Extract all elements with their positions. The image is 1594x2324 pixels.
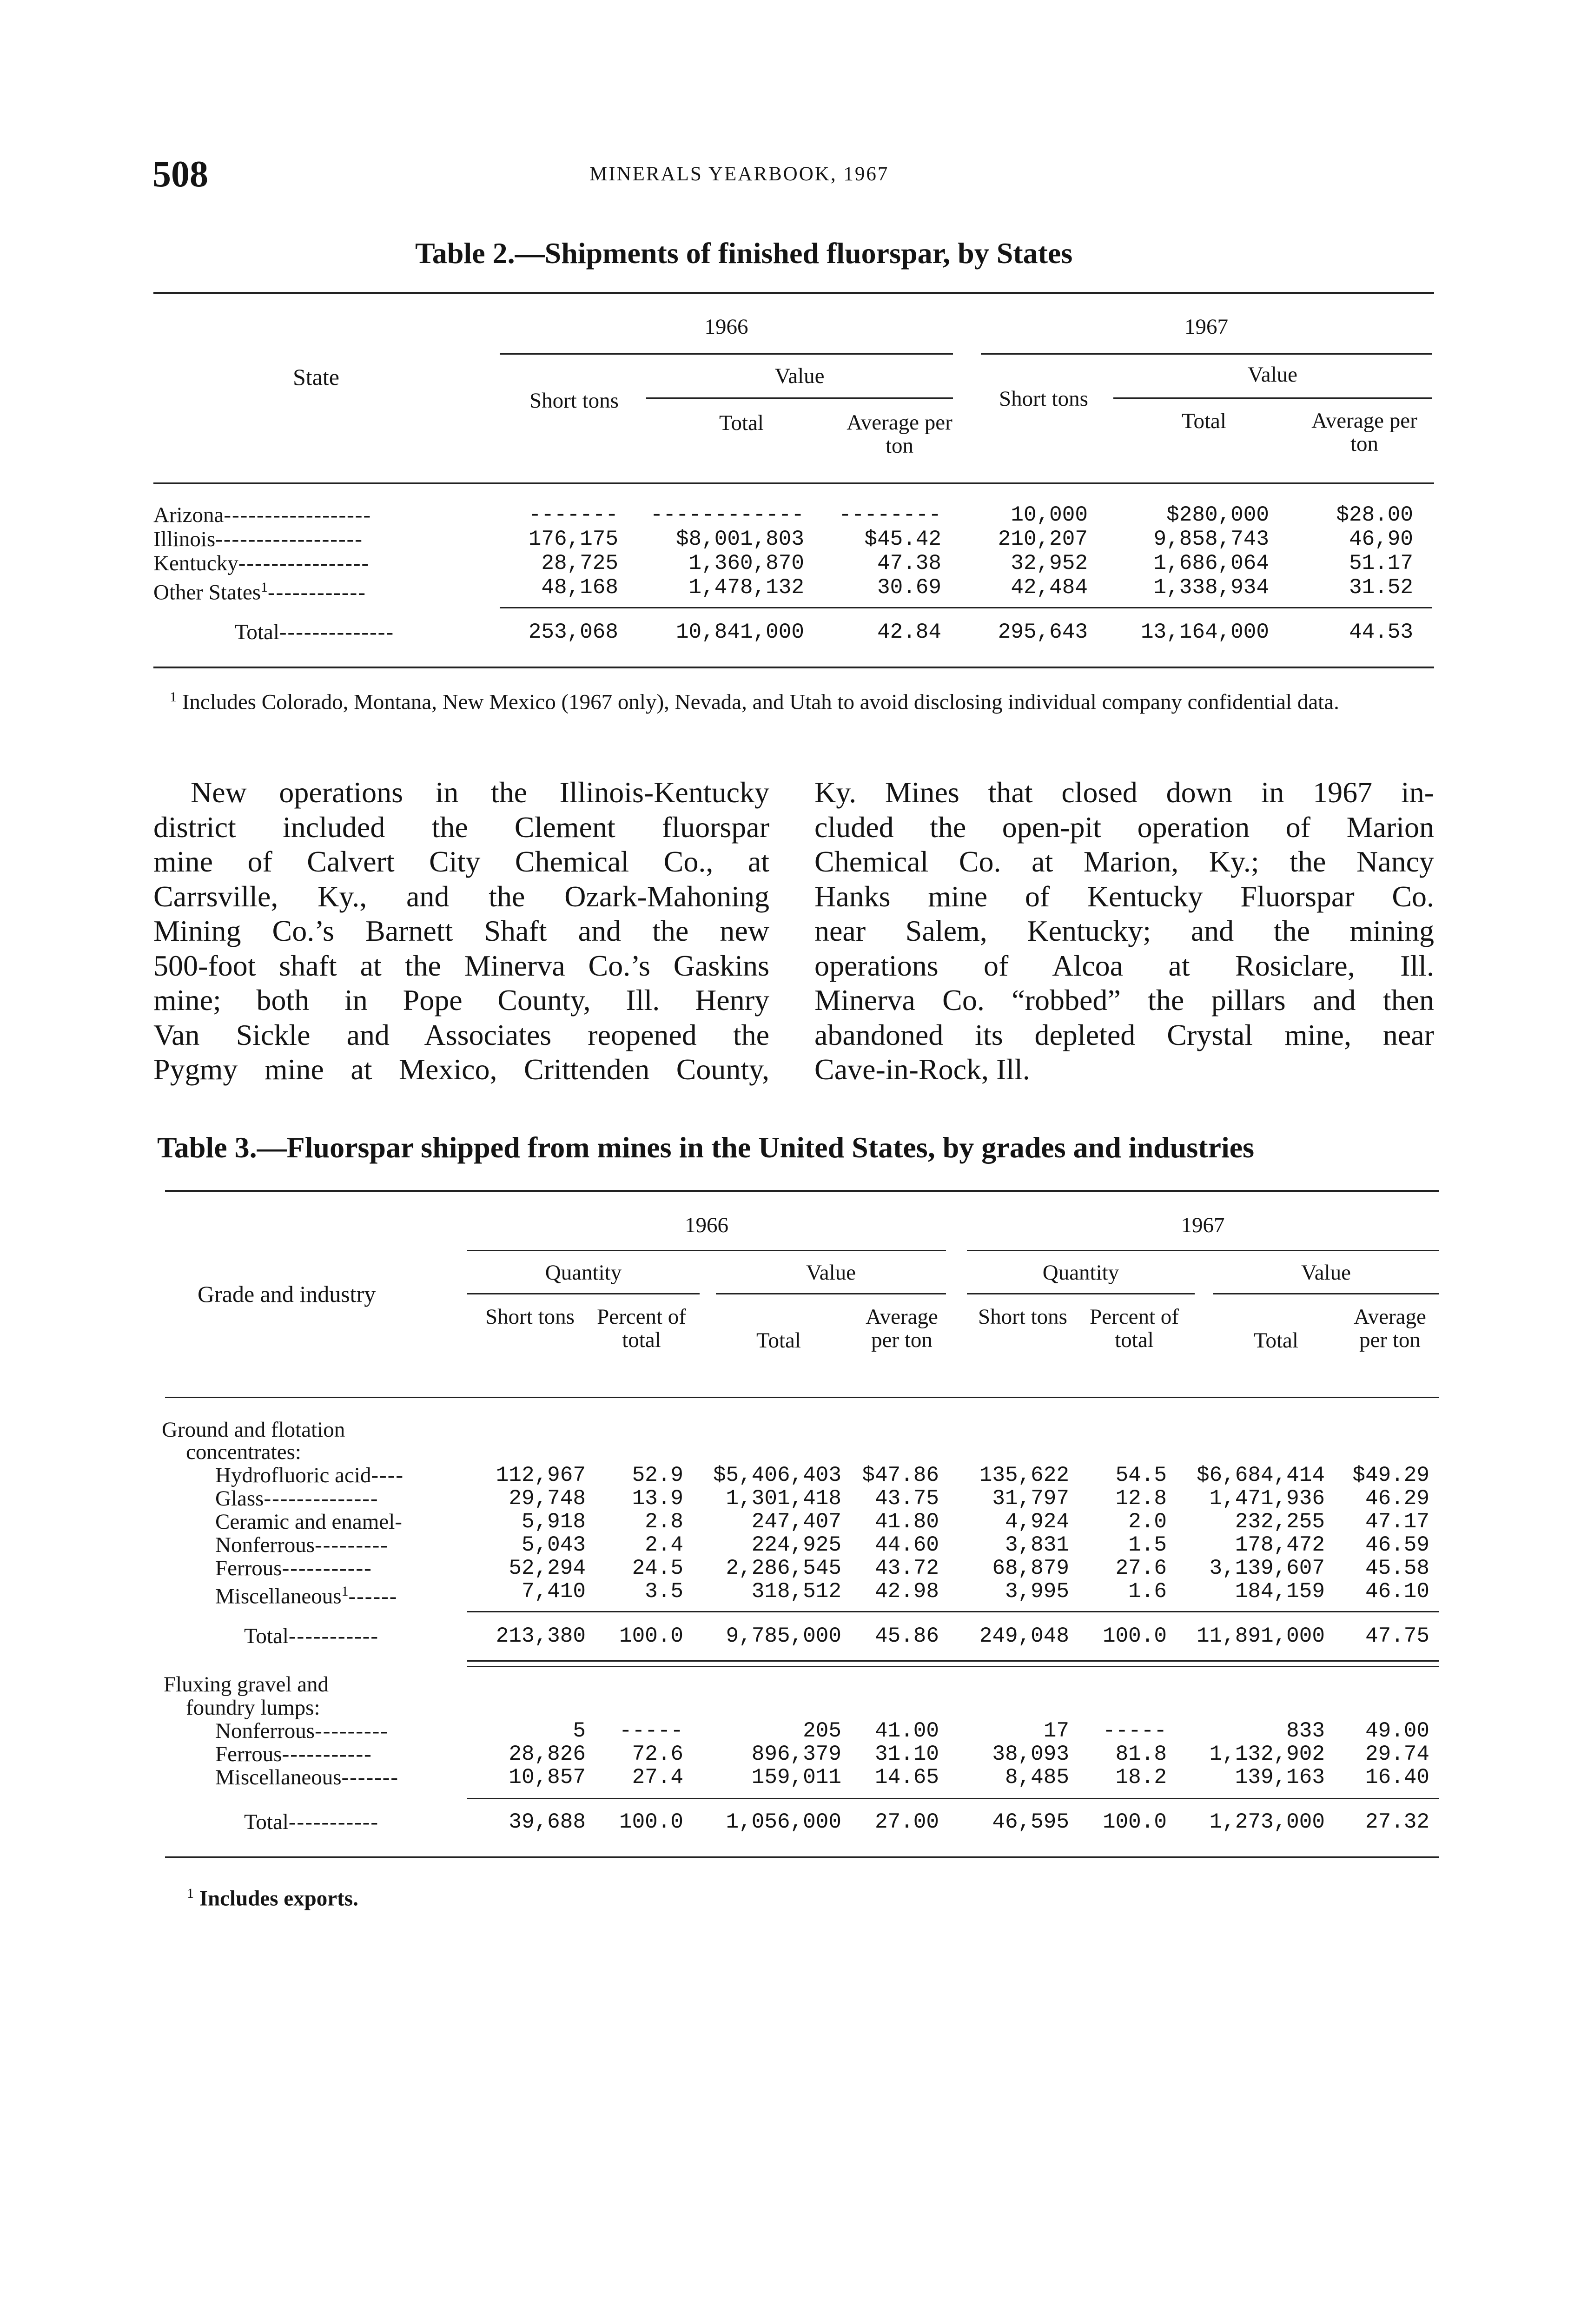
cell: 100.0 [619,1810,683,1834]
cell: 42.84 [877,620,941,644]
cell: 14.65 [874,1765,939,1789]
cell: 1,360,870 [688,551,804,575]
cell: 1,686,064 [1153,551,1269,575]
cell: 896,379 [751,1742,841,1766]
table2-value-header-1967: Value [1247,363,1297,387]
cell: ----- [619,1719,683,1743]
table2-footnote: $^1$ Includes Colorado, Montana, New Mexico (1967 only), Nevada, and Utah to avoid disclosing individual company confidential data. [170,689,1339,714]
cell: 2,286,545 [726,1556,841,1580]
text-line: New operations in the Illinois-Kentucky [191,776,769,809]
table2-value1-rule [646,397,953,399]
cell: 44.53 [1349,620,1413,644]
text-line: Van Sickle and Associates reopened the [153,1018,769,1051]
cell: $49.29 [1352,1463,1429,1487]
cell: 31,797 [992,1486,1069,1511]
table2-total-rule [500,607,1432,608]
cell: 176,175 [528,527,618,551]
text-line: Mining Co.’s Barnett Shaft and the new [153,914,769,947]
cell: 1,471,936 [1209,1486,1325,1511]
cell: 29.74 [1365,1742,1429,1766]
cell: 9,858,743 [1153,527,1269,551]
table2-year-1966: 1966 [704,315,748,339]
row-label: Miscellaneous------- [215,1765,399,1789]
cell: 213,380 [496,1624,586,1648]
cell: 10,000 [1011,503,1088,527]
cell: $6,684,414 [1196,1463,1325,1487]
text-line: operations of Alcoa at Rosiclare, Ill. [814,949,1434,982]
running-title: MINERALS YEARBOOK, 1967 [589,163,889,185]
cell: 31.52 [1349,575,1413,600]
cell: 24.5 [632,1556,683,1580]
cell: 3,831 [1005,1533,1069,1557]
table2-total-1966: Total [719,411,764,435]
cell: 9,785,000 [726,1624,841,1648]
paragraph-left-column [153,775,769,1087]
cell: 43.75 [874,1486,939,1511]
row-label: Nonferrous--------- [215,1533,389,1557]
cell: 27.00 [874,1810,939,1834]
cell: 5,918 [521,1510,586,1534]
cell: 100.0 [619,1624,683,1648]
table2-total-1967: Total [1182,409,1226,433]
cell: 41.80 [874,1510,939,1534]
table3-g1-total-rule [467,1611,1439,1612]
cell: ------------ [650,503,804,527]
cell: 45.58 [1365,1556,1429,1580]
table3-avg-1966: Average per ton [866,1305,938,1352]
cell: 27.6 [1115,1556,1167,1580]
cell: 46,595 [992,1810,1069,1834]
cell: 247,407 [751,1510,841,1534]
cell: 12.8 [1115,1486,1167,1511]
row-label: Illinois------------------ [153,527,363,551]
cell: 232,255 [1235,1510,1325,1534]
cell: 2.0 [1128,1510,1167,1534]
group-label-concentrates: concentrates: [186,1440,301,1464]
text-line: Cave-in-Rock, Ill. [814,1053,1030,1086]
table3-year1-rule [467,1250,946,1251]
cell: 46,90 [1349,527,1413,551]
table3-quantity-header-1966: Quantity [545,1261,622,1285]
cell: 16.40 [1365,1765,1429,1789]
group-label-foundry-lumps: foundry lumps: [186,1696,320,1720]
cell: 52,294 [509,1556,586,1580]
cell: 41.00 [874,1719,939,1743]
cell: $47.86 [862,1463,939,1487]
cell: 1,478,132 [688,575,804,600]
table3-avg-1967: Average per ton [1354,1305,1426,1352]
cell: 51.17 [1349,551,1413,575]
cell: $45.42 [864,527,941,551]
cell: 38,093 [992,1742,1069,1766]
cell: 139,163 [1235,1765,1325,1789]
cell: 100.0 [1102,1624,1167,1648]
cell: 32,952 [1011,551,1088,575]
cell: 5 [573,1719,586,1743]
cell: 68,879 [992,1556,1069,1580]
table2-short-tons-1967: Short tons [999,387,1088,411]
cell: -------- [839,503,941,527]
table3-g1-double-rule-b [467,1666,1439,1667]
text-line: near Salem, Kentucky; and the mining [814,914,1434,947]
table2-year-1967: 1967 [1184,315,1228,339]
cell: 29,748 [509,1486,586,1511]
cell: 11,891,000 [1196,1624,1325,1648]
cell: 27.32 [1365,1810,1429,1834]
cell: 5,043 [521,1533,586,1557]
cell: 28,725 [541,551,618,575]
cell: 17 [1043,1719,1069,1743]
table3-value-header-1967: Value [1301,1261,1351,1285]
cell: 1,301,418 [726,1486,841,1511]
table2-top-rule [153,292,1434,294]
table3-g2-total-rule [467,1798,1439,1799]
table3-g1-double-rule-a [467,1660,1439,1662]
cell: 39,688 [509,1810,586,1834]
table2-year1-rule [500,353,953,355]
table3-footnote: $^1$ Includes exports. [187,1886,358,1911]
table3-title: Table 3.—Fluorspar shipped from mines in the United States, by grades and industries [157,1131,1255,1164]
cell: 52.9 [632,1463,683,1487]
cell: 2.8 [645,1510,683,1534]
text-line: mine of Calvert City Chemical Co., at [153,845,769,878]
table2-stub-header: State [293,364,339,390]
table3-val1-rule [716,1293,946,1294]
row-label: Kentucky---------------- [153,551,370,575]
table3-year2-rule [967,1250,1439,1251]
cell: 49.00 [1365,1719,1429,1743]
cell: 4,924 [1005,1510,1069,1534]
cell: 1,273,000 [1209,1810,1325,1834]
cell: $28.00 [1336,503,1413,527]
cell: 47.38 [877,551,941,575]
table3-val2-rule [1213,1293,1439,1294]
cell: 13,164,000 [1140,620,1269,644]
table3-header-rule [165,1397,1439,1398]
table3-year-1967: 1967 [1181,1213,1225,1237]
table3-bottom-rule [165,1856,1439,1858]
cell: 1,056,000 [726,1810,841,1834]
cell: 249,048 [979,1624,1069,1648]
table2-year2-rule [981,353,1432,355]
table3-quantity-header-1967: Quantity [1042,1261,1119,1285]
cell: 1,132,902 [1209,1742,1325,1766]
table3-year-1966: 1966 [685,1213,728,1237]
table3-value-header-1966: Value [806,1261,856,1285]
cell: 1,338,934 [1153,575,1269,600]
row-label: Total-------------- [235,620,395,644]
cell: 42,484 [1011,575,1088,600]
table3-short-tons-1966: Short tons [485,1305,575,1329]
text-line: Pygmy mine at Mexico, Crittenden County, [153,1053,769,1086]
text-line: Minerva Co. “robbed” the pillars and then [814,984,1434,1017]
group-label-ground-flotation: Ground and flotation [162,1418,345,1442]
table3-percent-1967: Percent of total [1090,1305,1179,1352]
text-line: Carrsville, Ky., and the Ozark-Mahoning [153,879,769,913]
row-label: Arizona------------------ [153,503,372,527]
cell: 205 [803,1719,841,1743]
cell: 54.5 [1115,1463,1167,1487]
table3-short-tons-1967: Short tons [978,1305,1067,1329]
text-line: cluded the open-pit operation of Marion [814,810,1434,844]
cell: 44.60 [874,1533,939,1557]
text-line: district included the Clement fluorspar [153,810,769,844]
cell: 18.2 [1115,1765,1167,1789]
cell: ----- [1102,1719,1167,1743]
cell: 3,995 [1005,1579,1069,1604]
cell: 135,622 [979,1463,1069,1487]
row-label: Other States$^1$------------ [153,580,366,605]
cell: 30.69 [877,575,941,600]
cell: 46.59 [1365,1533,1429,1557]
cell: 46.29 [1365,1486,1429,1511]
cell: 3,139,607 [1209,1556,1325,1580]
row-label: Ferrous----------- [215,1742,372,1766]
table2-header-rule [153,482,1434,484]
cell: 45.86 [874,1624,939,1648]
cell: 7,410 [521,1579,586,1604]
row-label: Total----------- [244,1810,379,1834]
cell: $8,001,803 [675,527,804,551]
cell: 833 [1286,1719,1325,1743]
cell: 1.6 [1128,1579,1167,1604]
table2-short-tons-1966: Short tons [529,389,619,413]
text-line: Chemical Co. at Marion, Ky.; the Nancy [814,845,1434,878]
table2-avg-1967: Average per ton [1311,409,1417,456]
table2-bottom-rule [153,667,1434,668]
table2-title: Table 2.—Shipments of finished fluorspar, by States [415,237,1073,270]
cell: 10,857 [509,1765,586,1789]
text-line: abandoned its depleted Crystal mine, near [814,1018,1434,1051]
table2-value-header-1966: Value [774,364,825,388]
row-label: Nonferrous--------- [215,1719,389,1743]
cell: 28,826 [509,1742,586,1766]
row-label: Ceramic and enamel- [215,1510,403,1534]
cell: 42.98 [874,1579,939,1604]
paragraph-right-column [814,775,1434,1087]
cell: 46.10 [1365,1579,1429,1604]
cell: 178,472 [1235,1533,1325,1557]
table3-top-rule [165,1190,1439,1192]
cell: 31.10 [874,1742,939,1766]
cell: 43.72 [874,1556,939,1580]
page-number: 508 [152,154,208,195]
cell: 253,068 [528,620,618,644]
table2-avg-1966: Average per ton [847,410,952,458]
row-label: Glass-------------- [215,1486,379,1511]
cell: 27.4 [632,1765,683,1789]
cell: $280,000 [1166,503,1269,527]
text-line: 500-foot shaft at the Minerva Co.’s Gaskins [153,949,769,982]
cell: 210,207 [998,527,1088,551]
table3-total-1966: Total [756,1328,801,1353]
cell: ------- [528,503,618,527]
cell: 10,841,000 [675,620,804,644]
table3-percent-1966: Percent of total [597,1305,686,1352]
cell: $5,406,403 [713,1463,841,1487]
cell: 224,925 [751,1533,841,1557]
table3-total-1967: Total [1254,1328,1298,1353]
cell: 3.5 [645,1579,683,1604]
cell: 295,643 [998,620,1088,644]
table3-qty1-rule [467,1293,700,1294]
cell: 72.6 [632,1742,683,1766]
cell: 47.75 [1365,1624,1429,1648]
cell: 81.8 [1115,1742,1167,1766]
cell: 13.9 [632,1486,683,1511]
cell: 100.0 [1102,1810,1167,1834]
text-line: Hanks mine of Kentucky Fluorspar Co. [814,879,1434,913]
text-line: Ky. Mines that closed down in 1967 in- [814,776,1434,809]
row-label: Ferrous----------- [215,1556,372,1580]
cell: 2.4 [645,1533,683,1557]
row-label: Miscellaneous$^1$------ [215,1584,398,1609]
cell: 48,168 [541,575,618,600]
cell: 112,967 [496,1463,586,1487]
cell: 8,485 [1005,1765,1069,1789]
table2-value2-rule [1113,397,1432,399]
cell: 159,011 [751,1765,841,1789]
cell: 1.5 [1128,1533,1167,1557]
cell: 47.17 [1365,1510,1429,1534]
text-line: mine; both in Pope County, Ill. Henry [153,984,769,1017]
cell: 318,512 [751,1579,841,1604]
row-label: Hydrofluoric acid---- [215,1463,404,1487]
cell: 184,159 [1235,1579,1325,1604]
table3-qty2-rule [967,1293,1195,1294]
row-label: Total----------- [244,1624,379,1648]
group-label-fluxing-gravel: Fluxing gravel and [164,1672,329,1697]
table3-stub-header: Grade and industry [198,1281,376,1307]
